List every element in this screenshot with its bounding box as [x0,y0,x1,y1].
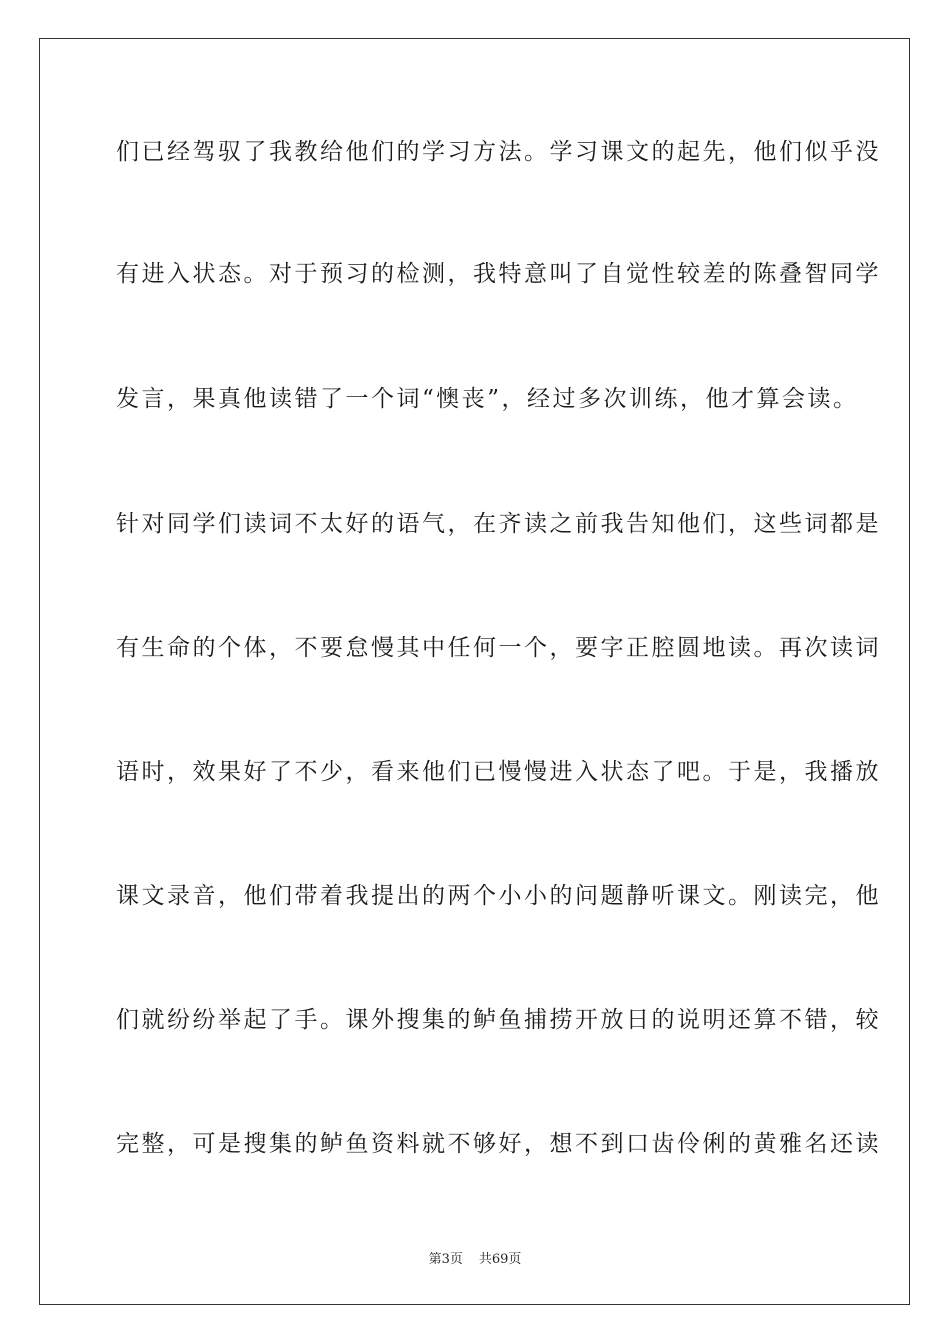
text-line-4: 针对同学们读词不太好的语气，在齐读之前我告知他们，这些词都是 [116,511,881,537]
text-line-8: 们就纷纷举起了手。课外搜集的鲈鱼捕捞开放日的说明还算不错，较 [116,1007,881,1033]
page-number-current: 第3页 [428,1252,463,1267]
text-line-5: 有生命的个体，不要怠慢其中任何一个，要字正腔圆地读。再次读词 [116,635,881,661]
page-border [39,38,910,1305]
text-line-6: 语时，效果好了不少，看来他们已慢慢进入状态了吧。于是，我播放 [116,759,881,785]
text-line-1: 们已经驾驭了我教给他们的学习方法。学习课文的起先，他们似乎没 [116,139,881,165]
page-footer [0,1248,950,1267]
text-line-2: 有进入状态。对于预习的检测，我特意叫了自觉性较差的陈叠智同学 [116,261,881,287]
text-line-3: 发言，果真他读错了一个词“懊丧”，经过多次训练，他才算会读。 [116,386,859,412]
page-number-total: 共69页 [478,1252,522,1267]
text-line-7: 课文录音，他们带着我提出的两个小小的问题静听课文。刚读完，他 [116,883,881,909]
text-line-9: 完整，可是搜集的鲈鱼资料就不够好，想不到口齿伶俐的黄雅名还读 [116,1131,881,1157]
